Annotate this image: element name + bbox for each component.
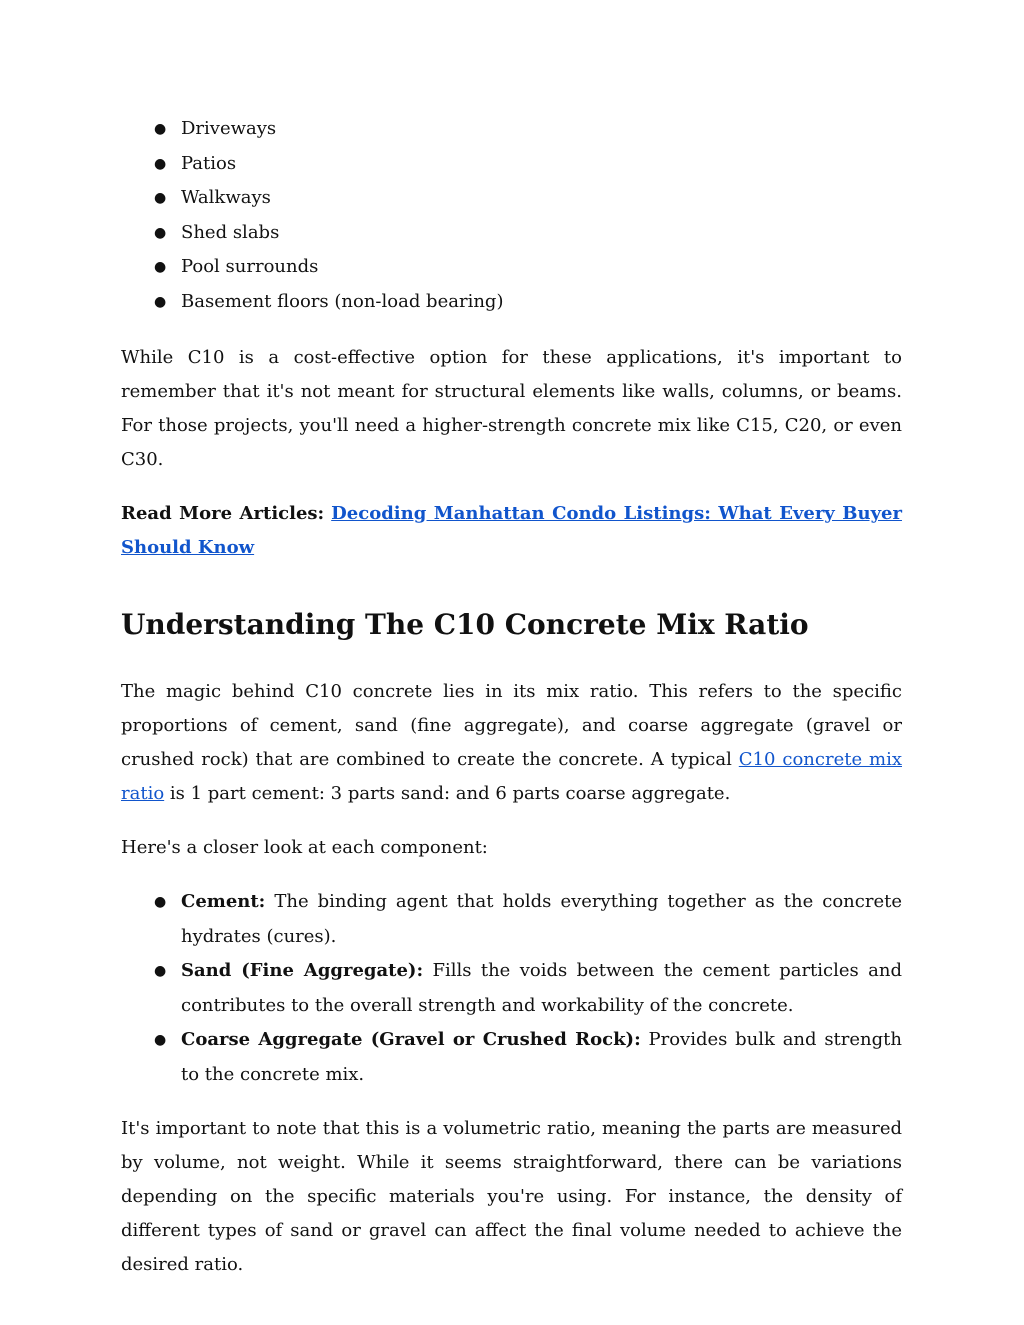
list-item: [121, 285, 902, 320]
list-item-text: Driveways: [181, 118, 277, 139]
bullet-icon: ●: [154, 963, 167, 979]
bullet-icon: ●: [154, 121, 167, 137]
list-item: [121, 954, 902, 1023]
list-item: [121, 147, 902, 182]
list-item: [121, 216, 902, 251]
components-list: [121, 885, 902, 1092]
list-item: [121, 885, 902, 954]
read-more-link[interactable]: Decoding Manhattan Condo Listings: What Every Buyer Should Know: [121, 503, 902, 558]
component-term: Cement:: [181, 891, 266, 912]
bullet-icon: ●: [154, 190, 167, 206]
components-intro: Here's a closer look at each component:: [121, 837, 488, 858]
read-more-label: Read More Articles:: [121, 503, 325, 524]
list-item: [121, 1023, 902, 1092]
applications-list: [121, 112, 902, 319]
mix-ratio-link[interactable]: C10 concrete mix ratio: [121, 749, 902, 804]
closing-paragraph: It's important to note that this is a volumetric ratio, meaning the parts are measured by volume, not weight. While it seems straightforward, there can be variations depending on the specific materials you're using. For instance, the density of different types of sand or gravel can affect the final volume needed to achieve the desired ratio.: [121, 1118, 902, 1275]
list-item: [121, 250, 902, 285]
list-item-text: Patios: [181, 152, 237, 174]
section-heading: Understanding The C10 Concrete Mix Ratio: [121, 608, 809, 641]
mix-text-after-link: is 1 part cement: 3 parts sand: and 6 parts coarse aggregate.: [164, 783, 731, 804]
bullet-icon: ●: [154, 259, 167, 275]
list-item-text: Pool surrounds: [181, 256, 319, 277]
component-term: Coarse Aggregate (Gravel or Crushed Rock):: [181, 1029, 641, 1050]
bullet-icon: ●: [154, 1032, 167, 1048]
component-term: Sand (Fine Aggregate):: [181, 960, 424, 981]
bullet-icon: ●: [154, 224, 167, 241]
component-description: Fills the voids between the cement particles and contributes to the overall strength and workability of the concrete.: [181, 960, 903, 1016]
intro-paragraph: While C10 is a cost-effective option for these applications, it's important to remember that it's not meant for structural elements like walls, columns, or beams. For those projects, you'll need a higher-strength concrete mix like C15, C20, or even C30.: [121, 347, 902, 470]
component-description: The binding agent that holds everything together as the concrete hydrates (cures).: [181, 891, 902, 947]
read-more-paragraph: [121, 497, 902, 565]
bullet-icon: ●: [154, 894, 167, 910]
bullet-icon: ●: [154, 293, 167, 310]
mix-text-before-link: The magic behind C10 concrete lies in its mix ratio. This refers to the specific proportions of cement, sand (fine aggregate), and coarse aggregate (gravel or crushed rock) that are combined to create the concrete. A typical: [121, 681, 902, 770]
list-item-text: Basement floors (non-load bearing): [181, 290, 504, 312]
list-item-text: Shed slabs: [181, 221, 280, 243]
component-description: Provides bulk and strength to the concrete mix.: [181, 1029, 902, 1085]
document-page: [121, 112, 902, 1282]
list-item: [121, 112, 902, 147]
list-item: [121, 181, 902, 216]
mix-ratio-paragraph: [121, 675, 902, 811]
list-item-text: Walkways: [181, 187, 271, 208]
bullet-icon: ●: [154, 155, 167, 172]
